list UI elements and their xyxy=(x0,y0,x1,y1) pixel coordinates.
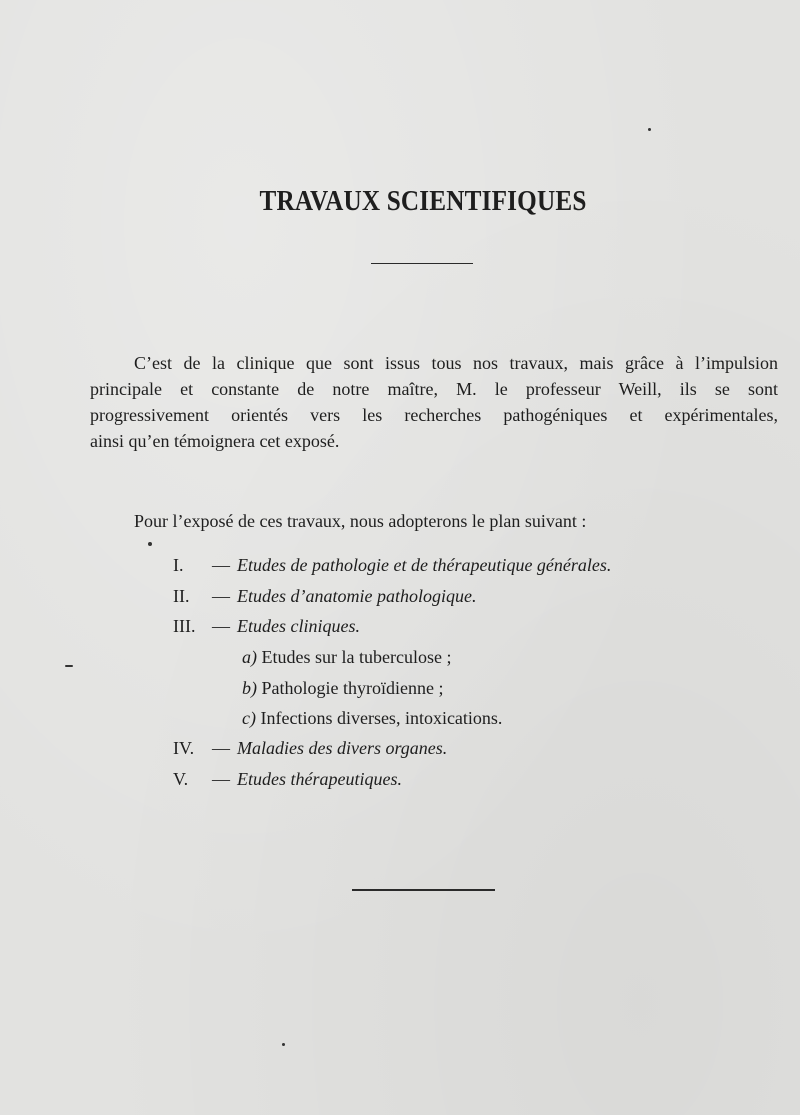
paper-speck xyxy=(648,128,651,131)
plan-item-dash: — xyxy=(212,555,230,575)
plan-item-text: Etudes cliniques. xyxy=(237,616,360,636)
plan-item-number: IV. xyxy=(173,738,195,758)
plan-subitem xyxy=(242,706,502,730)
plan-subitem-text: Infections diverses, intoxications. xyxy=(260,708,503,728)
plan-subitem-text: Pathologie thyroïdienne ; xyxy=(261,678,444,698)
plan-item-text: Etudes d’anatomie pathologique. xyxy=(237,586,477,606)
plan-item-text: Etudes thérapeutiques. xyxy=(237,769,402,789)
closing-rule xyxy=(352,889,495,891)
plan-item-dash: — xyxy=(212,769,230,789)
plan-item-number: III. xyxy=(173,616,196,636)
paragraph-line: C’est de la clinique que sont issus tous nos travaux, mais grâce à l’impulsion xyxy=(134,353,778,373)
plan-subitem-letter: b) xyxy=(242,678,257,698)
plan-item-number: I. xyxy=(173,555,184,575)
paper-speck xyxy=(65,665,73,667)
plan-item-dash: — xyxy=(212,586,230,606)
plan-item-dash: — xyxy=(212,738,230,758)
plan-item-number: II. xyxy=(173,586,190,606)
plan-subitem xyxy=(242,676,443,700)
page-title: TRAVAUX SCIENTIFIQUES xyxy=(259,186,587,217)
paper-speck xyxy=(282,1043,285,1046)
plan-item-text: Maladies des divers organes. xyxy=(237,738,448,758)
plan-subitem-letter: a) xyxy=(242,647,257,667)
paragraph-line: principale et constante de notre maître, M. le professeur Weill, ils se sont xyxy=(90,379,778,399)
paper-speck xyxy=(148,542,152,546)
plan-item-text: Etudes de pathologie et de thérapeutique générales. xyxy=(237,555,612,575)
paragraph-line: progressivement orientés vers les recherches pathogéniques et expérimentales, xyxy=(90,405,778,425)
plan-item-number: V. xyxy=(173,769,189,789)
plan-subitem-text: Etudes sur la tuberculose ; xyxy=(261,647,452,667)
plan-subitem-letter: c) xyxy=(242,708,256,728)
plan-subitem xyxy=(242,645,451,669)
paragraph-line: ainsi qu’en témoignera cet exposé. xyxy=(90,431,340,451)
plan-intro: Pour l’exposé de ces travaux, nous adopterons le plan suivant : xyxy=(134,511,587,531)
plan-item-dash: — xyxy=(212,616,230,636)
